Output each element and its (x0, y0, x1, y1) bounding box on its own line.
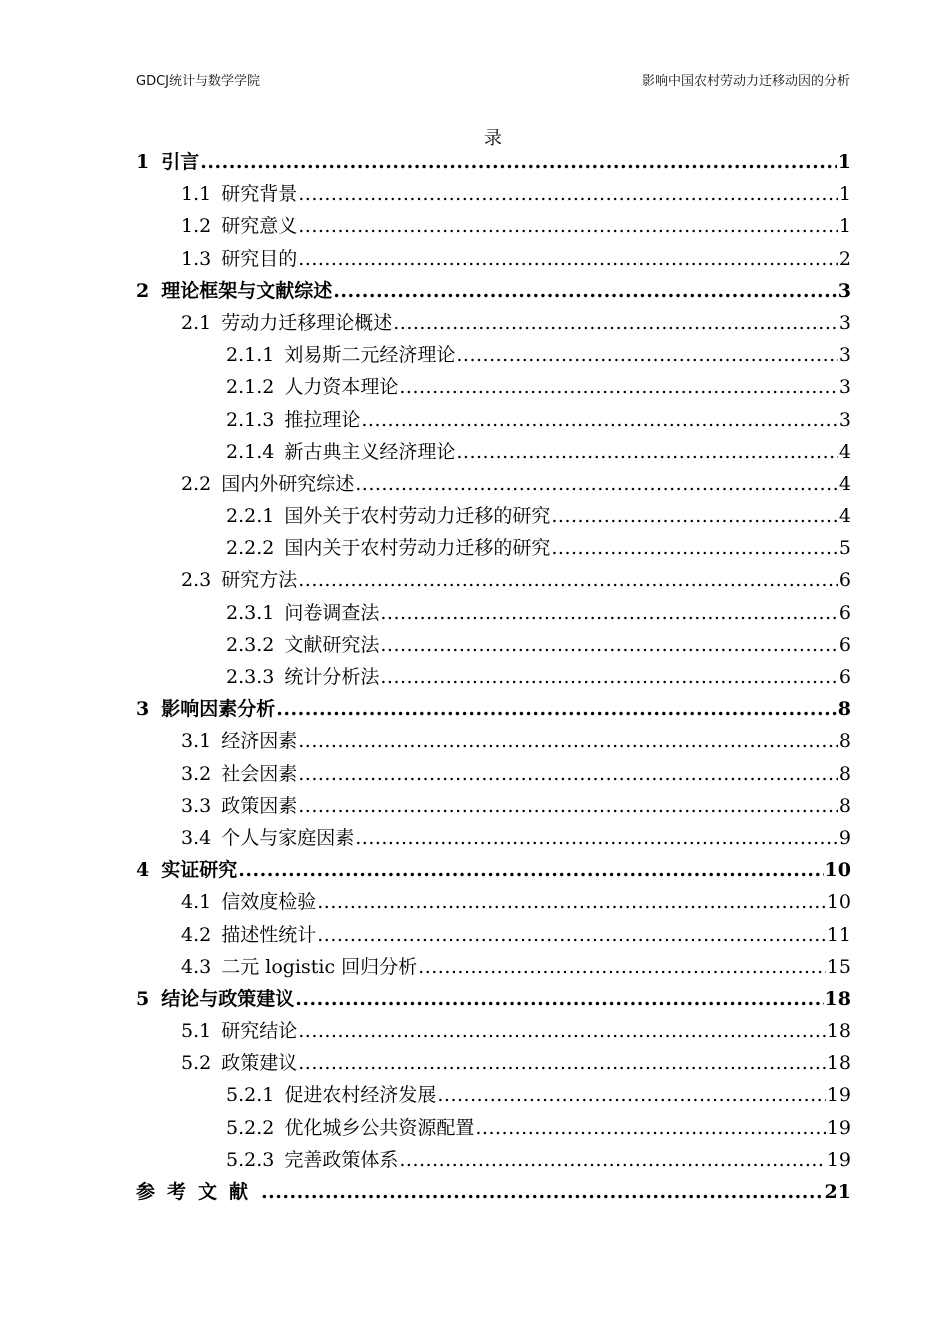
toc-entry-number: 1.1 (181, 183, 212, 206)
toc-leader-dots (418, 951, 826, 983)
toc-entry-page: 1 (838, 183, 851, 206)
toc-leader-dots (551, 500, 838, 532)
toc-entry-page: 15 (826, 955, 851, 978)
toc-entry-number: 2.1.3 (226, 408, 275, 431)
toc-leader-dots (437, 1079, 825, 1111)
toc-entry-number: 2.1 (181, 311, 212, 334)
toc-leader-dots (317, 886, 826, 918)
toc-leader-dots (238, 854, 823, 886)
toc-entry-title: 经济因素 (221, 730, 298, 753)
toc-entry-number: 2.2.2 (226, 537, 275, 560)
toc-entry-number: 3.2 (181, 762, 212, 785)
toc-leader-dots (361, 404, 838, 436)
toc-entry[interactable] (136, 1112, 851, 1144)
toc-entry-title: 引言 (161, 151, 200, 173)
toc-leader-dots (380, 661, 838, 693)
toc-entry-title: 推拉理论 (284, 408, 361, 431)
toc-entry-title: 政策建议 (221, 1052, 298, 1075)
toc-entry[interactable] (136, 404, 851, 436)
toc-entry-page: 10 (824, 859, 851, 882)
toc-entry[interactable] (136, 146, 851, 178)
toc-entry[interactable] (136, 661, 851, 693)
toc-leader-dots (456, 339, 838, 371)
toc-entry[interactable] (136, 339, 851, 371)
header-left: GDCJ统计与数学学院 (136, 74, 260, 89)
toc-entry-number: 4 (136, 859, 150, 882)
toc-entry-number: 5.1 (181, 1020, 212, 1043)
toc-entry-page: 8 (837, 698, 851, 721)
toc-entry-page: 19 (826, 1116, 851, 1139)
toc-leader-dots (380, 597, 838, 629)
toc-entry-number: 2.1.4 (226, 440, 275, 463)
toc-entry-page: 6 (838, 633, 851, 656)
toc-entry-title: 国外关于农村劳动力迁移的研究 (284, 505, 551, 528)
toc-entry-title: 统计分析法 (284, 666, 380, 688)
toc-entry-title: 参考文献 (136, 1181, 261, 1203)
toc-entry-title: 研究目的 (221, 247, 298, 270)
toc-entry-title: 政策因素 (221, 794, 298, 817)
toc-leader-dots (298, 1015, 826, 1047)
toc-entry[interactable] (136, 275, 851, 307)
toc-entry[interactable] (136, 725, 851, 757)
toc-entry-page: 3 (838, 376, 851, 399)
toc-leader-dots (355, 822, 838, 854)
toc-entry-page: 18 (826, 1020, 851, 1043)
toc-entry-number: 1.3 (181, 247, 212, 270)
toc-entry-page: 4 (838, 440, 851, 463)
toc-leader-dots (355, 468, 838, 500)
toc-entry-number: 2.3.2 (226, 633, 275, 656)
toc-entry-number: 5.2.3 (226, 1148, 275, 1171)
toc-entry-page: 1 (838, 215, 851, 238)
toc-entry-title: 文献研究法 (284, 633, 380, 656)
toc-entry-number: 3 (136, 698, 150, 721)
toc-leader-dots (276, 693, 837, 725)
toc-entry[interactable] (136, 468, 851, 500)
header-right: 影响中国农村劳动力迁移动因的分析 (641, 74, 850, 89)
toc-entry[interactable] (136, 210, 851, 242)
toc-entry-number: 5.2.1 (226, 1084, 275, 1107)
toc-leader-dots (298, 564, 838, 596)
toc-entry-title: 二元 logistic 回归分析 (221, 955, 418, 978)
toc-entry[interactable] (136, 436, 851, 468)
toc-entry-page: 21 (824, 1181, 851, 1203)
toc-leader-dots (298, 178, 838, 210)
toc-entry-page: 18 (826, 1052, 851, 1075)
toc-entry-number: 5 (136, 987, 150, 1010)
toc-entry[interactable] (136, 371, 851, 403)
toc-leader-dots (298, 758, 838, 790)
toc-entry-title: 信效度检验 (221, 891, 317, 914)
toc-entry-page: 4 (838, 472, 851, 495)
toc-entry-title: 个人与家庭因素 (221, 826, 355, 849)
toc-entry-title: 国内关于农村劳动力迁移的研究 (284, 537, 551, 560)
toc-entry-title: 研究方法 (221, 569, 298, 592)
toc-entry-number: 2.3.3 (226, 666, 275, 688)
toc-entry[interactable] (136, 597, 851, 629)
toc-entry-number: 4.1 (181, 891, 212, 914)
toc-entry-page: 8 (838, 794, 851, 817)
toc-entry-title: 完善政策体系 (284, 1148, 399, 1171)
toc-entry[interactable] (136, 629, 851, 661)
toc-leader-dots (551, 532, 838, 564)
toc-leader-dots (298, 790, 838, 822)
toc-entry-page: 19 (826, 1148, 851, 1171)
toc-entry-title: 刘易斯二元经济理论 (284, 344, 456, 367)
toc-entry-number: 2.1.1 (226, 344, 275, 367)
toc-entry-page: 3 (838, 344, 851, 367)
toc-entry-number: 2.3 (181, 569, 212, 592)
toc-leader-dots (456, 436, 838, 468)
toc-entry-title: 描述性统计 (221, 923, 317, 946)
toc-entry[interactable] (136, 564, 851, 596)
toc-entry-number: 4.3 (181, 955, 212, 978)
toc-entry[interactable] (136, 1015, 851, 1047)
toc-entry-title: 理论框架与文献综述 (161, 279, 333, 302)
toc-entry-number: 1.2 (181, 215, 212, 238)
toc-entry-number: 1 (136, 151, 150, 173)
toc-entry-page: 10 (826, 891, 851, 914)
toc-leader-dots (399, 1144, 825, 1176)
toc-entry[interactable] (136, 1144, 851, 1176)
toc-leader-dots (475, 1112, 825, 1144)
toc-entry-title: 新古典主义经济理论 (284, 440, 456, 463)
toc-leader-dots (399, 371, 838, 403)
toc-entry-title: 结论与政策建议 (161, 987, 295, 1010)
toc-entry-number: 2.1.2 (226, 376, 275, 399)
toc-entry-page: 1 (837, 151, 851, 173)
toc-entry-title: 实证研究 (161, 859, 238, 882)
toc-leader-dots (393, 307, 838, 339)
toc-entry-title: 优化城乡公共资源配置 (284, 1116, 475, 1139)
toc-leader-dots (200, 146, 837, 178)
toc-entry[interactable] (136, 886, 851, 918)
toc-entry[interactable] (136, 951, 851, 983)
toc-entry[interactable] (136, 307, 851, 339)
toc-entry[interactable] (136, 822, 851, 854)
toc-entry-number: 3.3 (181, 794, 212, 817)
toc-entry[interactable] (136, 790, 851, 822)
toc-entry[interactable] (136, 1176, 851, 1208)
toc-entry-title: 促进农村经济发展 (284, 1084, 437, 1107)
toc-entry-page: 6 (838, 666, 851, 688)
toc-leader-dots (333, 275, 837, 307)
toc-leader-dots (298, 725, 838, 757)
toc-entry-title: 影响因素分析 (161, 698, 276, 721)
toc-entry-number: 3.1 (181, 730, 212, 753)
toc-entry-number: 2.3.1 (226, 601, 275, 624)
toc-entry-page: 8 (838, 762, 851, 785)
toc-entry-number: 4.2 (181, 923, 212, 946)
toc-entry[interactable] (136, 243, 851, 275)
toc-entry-title: 研究背景 (221, 183, 298, 206)
toc-entry-number: 2 (136, 279, 150, 302)
toc-leader-dots (298, 210, 838, 242)
toc-entry-number: 3.4 (181, 826, 212, 849)
toc-entry-page: 5 (838, 537, 851, 560)
table-of-contents (136, 146, 851, 1208)
toc-title: 录 (484, 128, 502, 149)
toc-entry[interactable] (136, 178, 851, 210)
toc-entry[interactable] (136, 1047, 851, 1079)
toc-entry[interactable] (136, 854, 851, 886)
toc-entry[interactable] (136, 693, 851, 725)
toc-leader-dots (317, 919, 826, 951)
toc-leader-dots (298, 243, 838, 275)
toc-entry-number: 2.2.1 (226, 505, 275, 528)
toc-entry-page: 11 (826, 923, 851, 946)
toc-entry[interactable] (136, 758, 851, 790)
toc-entry-page: 6 (838, 569, 851, 592)
toc-leader-dots (380, 629, 838, 661)
toc-entry-page: 3 (837, 279, 851, 302)
toc-entry-title: 问卷调查法 (284, 601, 380, 624)
toc-entry-page: 6 (838, 601, 851, 624)
toc-entry-page: 9 (838, 826, 851, 849)
toc-entry-title: 研究意义 (221, 215, 298, 238)
toc-entry[interactable] (136, 1079, 851, 1111)
toc-entry[interactable] (136, 500, 851, 532)
toc-entry[interactable] (136, 919, 851, 951)
toc-entry-number: 5.2.2 (226, 1116, 275, 1139)
toc-entry-page: 3 (838, 311, 851, 334)
toc-entry-number: 5.2 (181, 1052, 212, 1075)
toc-entry[interactable] (136, 983, 851, 1015)
toc-entry-page: 19 (826, 1084, 851, 1107)
toc-entry-title: 研究结论 (221, 1020, 298, 1043)
toc-entry-page: 18 (824, 987, 851, 1010)
toc-entry-page: 2 (838, 247, 851, 270)
toc-leader-dots (295, 983, 823, 1015)
toc-entry-title: 社会因素 (221, 762, 298, 785)
toc-entry-title: 劳动力迁移理论概述 (221, 311, 393, 334)
toc-entry[interactable] (136, 532, 851, 564)
toc-leader-dots (298, 1047, 826, 1079)
toc-entry-page: 8 (838, 730, 851, 753)
toc-entry-page: 4 (838, 505, 851, 528)
toc-entry-title: 人力资本理论 (284, 376, 399, 399)
toc-entry-page: 3 (838, 408, 851, 431)
toc-entry-title: 国内外研究综述 (221, 472, 355, 495)
toc-leader-dots (261, 1176, 824, 1208)
toc-entry-number: 2.2 (181, 472, 212, 495)
